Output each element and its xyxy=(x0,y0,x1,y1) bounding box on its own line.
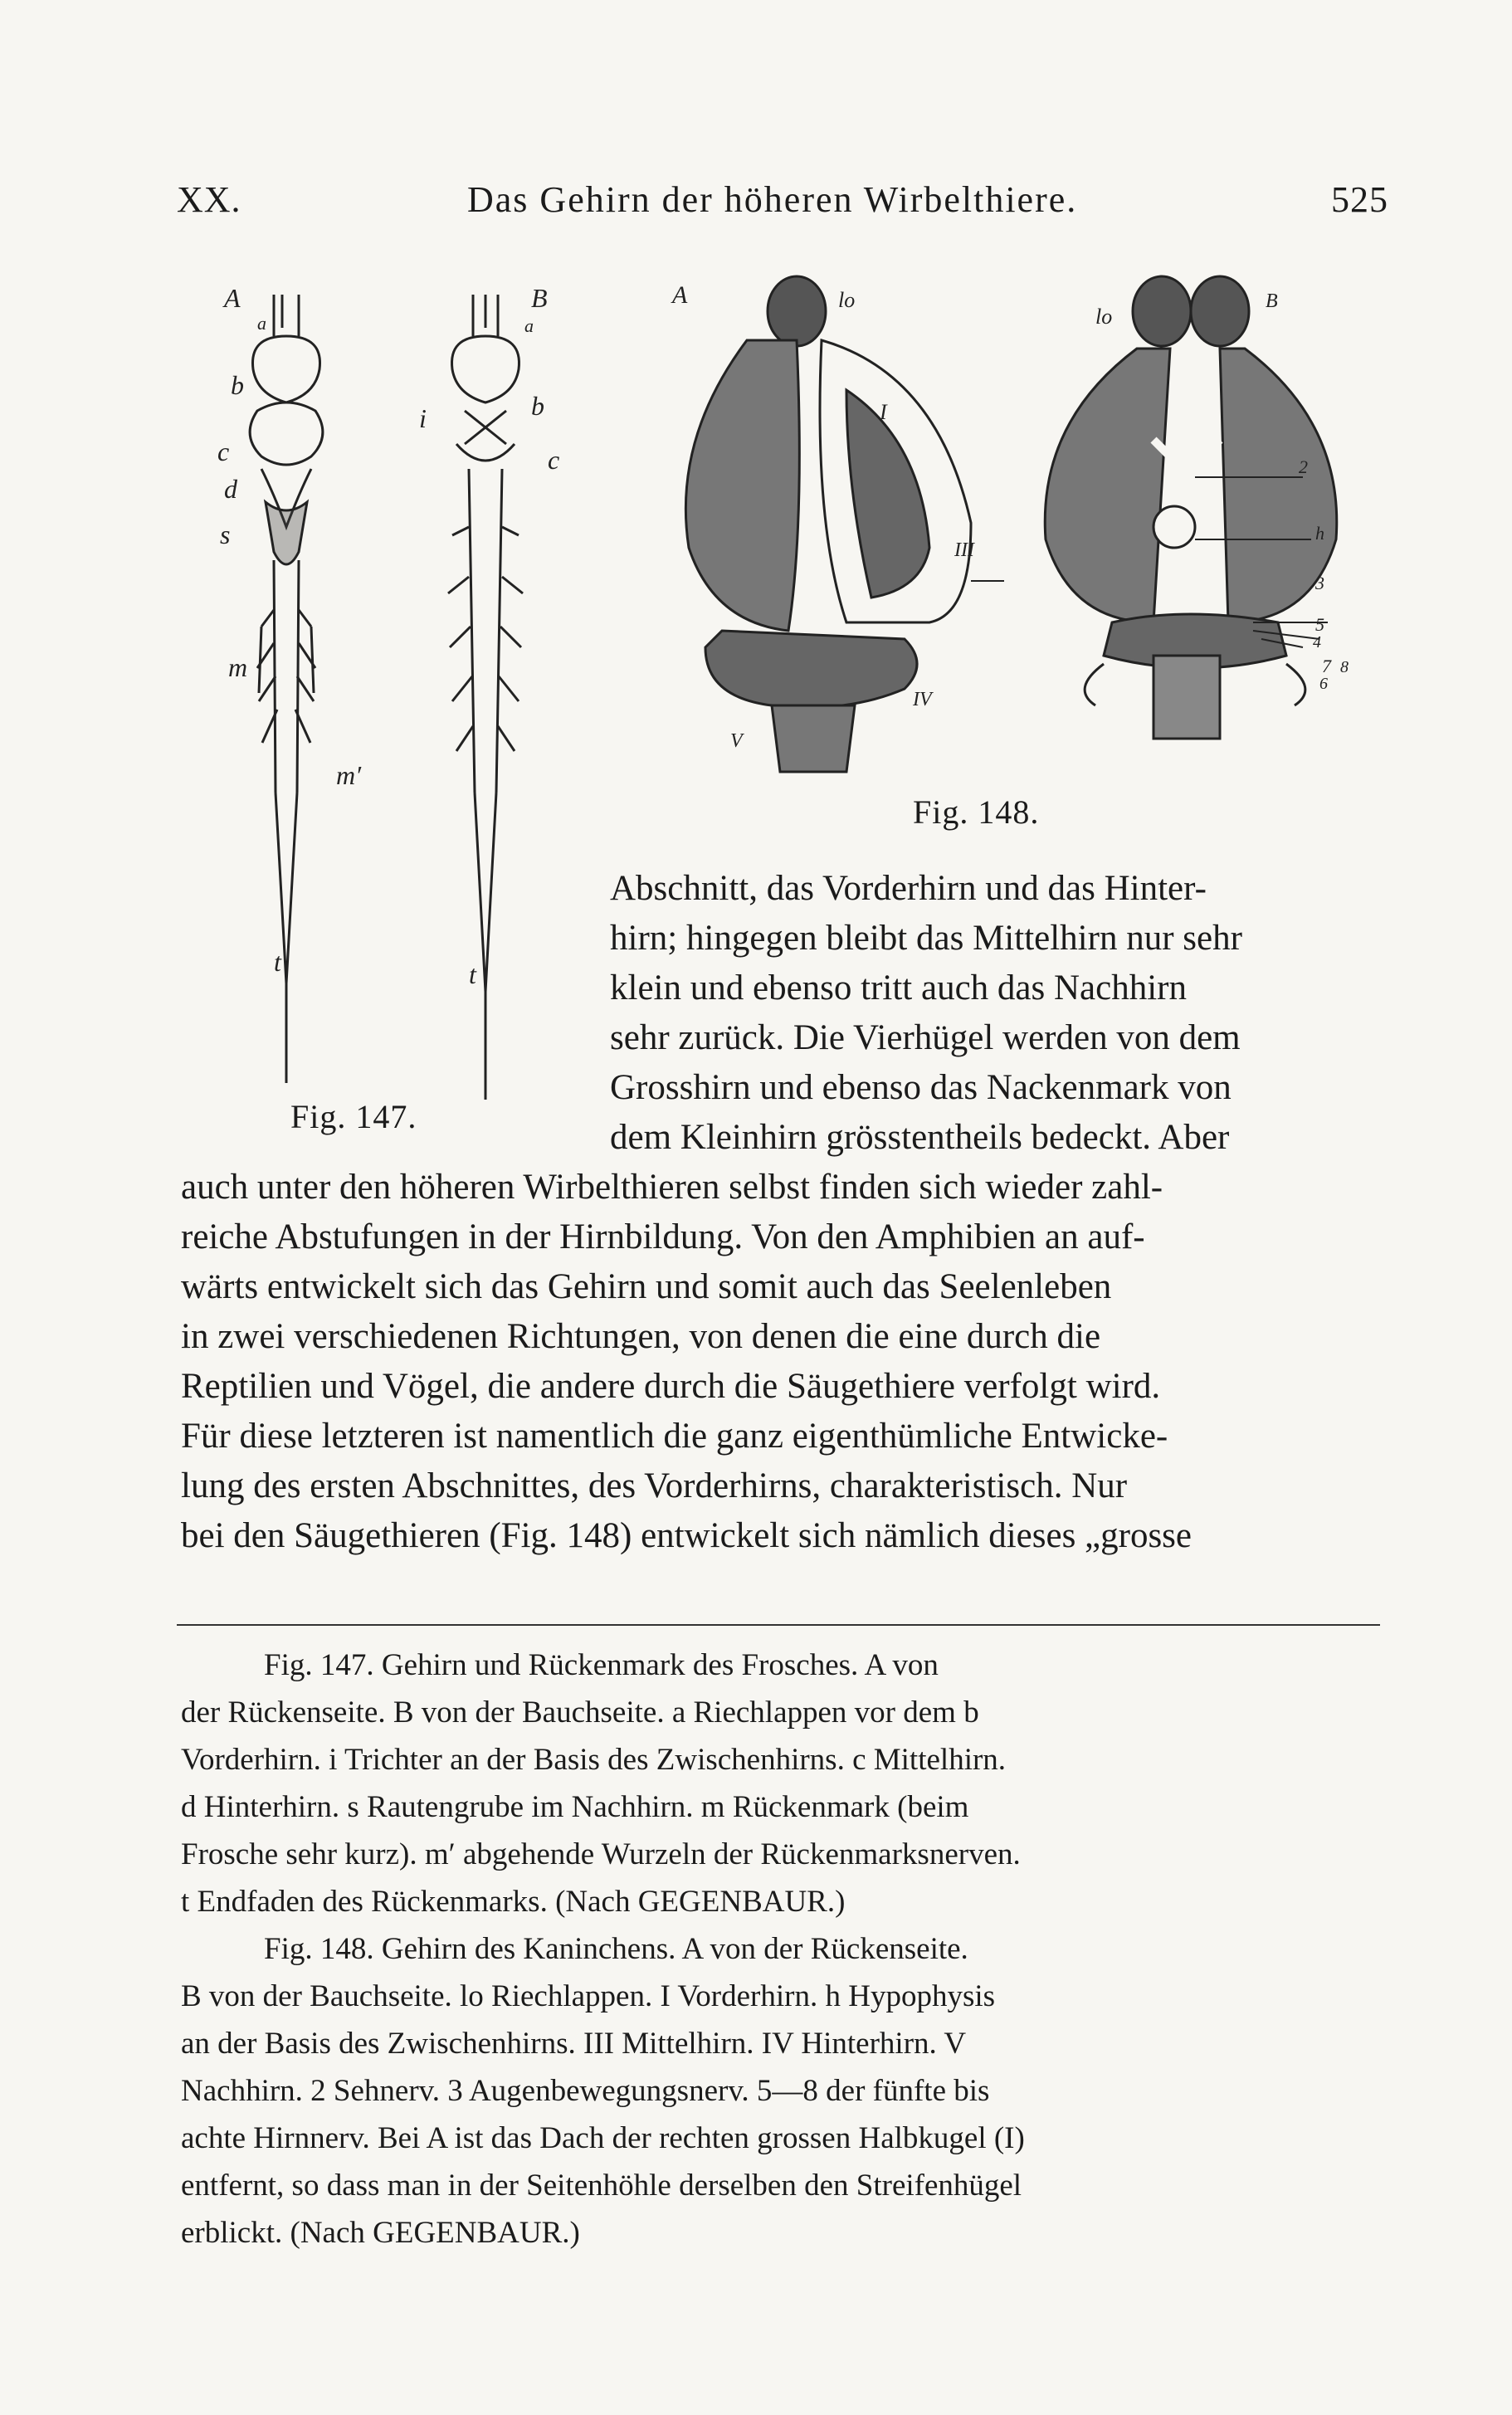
body-line: reiche Abstufungen in der Hirnbildung. Von den Amphibien an auf- xyxy=(181,1217,1145,1256)
body-line: klein und ebenso tritt auch das Nachhirn xyxy=(610,968,1187,1007)
caption-line: Fig. 147. Gehirn und Rückenmark des Frosches. A von xyxy=(264,1648,939,1682)
body-line: auch unter den höheren Wirbelthieren selbst finden sich wieder zahl- xyxy=(181,1168,1163,1207)
fig147-label-B: B xyxy=(531,283,548,313)
fig148-label-h: h xyxy=(1315,523,1324,544)
fig147-label-c-right: c xyxy=(548,445,560,475)
fig147-label-a-right: a xyxy=(524,315,534,336)
fig147a-outline xyxy=(274,295,299,336)
page-number: 525 xyxy=(1331,179,1388,220)
caption-line: d Hinterhirn. s Rautengrube im Nachhirn. m Rückenmark (beim xyxy=(181,1790,969,1824)
fig148-label-5: 5 xyxy=(1315,614,1324,635)
fig147-label-i: i xyxy=(419,403,427,433)
fig148-label-lo-right: lo xyxy=(1095,305,1113,329)
fig147-label-A: A xyxy=(224,283,241,313)
body-line: lung des ersten Abschnittes, des Vorderhirns, charakteristisch. Nur xyxy=(181,1466,1128,1505)
fig148-label-IV: IV xyxy=(913,689,932,710)
body-line: wärts entwickelt sich das Gehirn und somit auch das Seelenleben xyxy=(181,1267,1112,1306)
fig148-label-I: I xyxy=(880,400,887,424)
running-header xyxy=(177,178,1388,228)
caption-line: B von der Bauchseite. lo Riechlappen. I Vorderhirn. h Hypophysis xyxy=(181,1979,996,2013)
fig148-label-2: 2 xyxy=(1299,456,1308,477)
fig147-label-b-right: b xyxy=(531,391,544,421)
fig148-label-V: V xyxy=(730,730,743,752)
running-title: Das Gehirn der höheren Wirbelthiere. xyxy=(467,179,1078,220)
fig148-label-7: 7 xyxy=(1322,656,1331,676)
fig147-label-m-prime: m′ xyxy=(336,760,362,790)
fig147-label-s: s xyxy=(220,520,231,549)
fig147-label-b-left: b xyxy=(231,370,244,400)
body-line: Grosshirn und ebenso das Nackenmark von xyxy=(610,1068,1232,1107)
fig147-label-t-right: t xyxy=(469,959,476,989)
fig147-label-a-left: a xyxy=(257,313,266,334)
chapter-number: XX. xyxy=(177,179,241,220)
caption-line: erblickt. (Nach GEGENBAUR.) xyxy=(181,2216,580,2250)
caption-line: t Endfaden des Rückenmarks. (Nach GEGENBAUR.) xyxy=(181,1885,846,1919)
figure-147-frog-brain xyxy=(183,278,573,1108)
fig148-label-B: B xyxy=(1266,290,1278,312)
fig147-label-m: m xyxy=(228,652,248,682)
body-line: Abschnitt, das Vorderhirn und das Hinter- xyxy=(610,869,1207,908)
fig147-label-c-left: c xyxy=(217,437,230,466)
fig147-label-t-left: t xyxy=(274,947,281,977)
body-line: hirn; hingegen bleibt das Mittelhirn nur sehr xyxy=(610,919,1242,958)
fig148-label-lo-left: lo xyxy=(838,288,856,312)
caption-line: achte Hirnnerv. Bei A ist das Dach der rechten grossen Halbkugel (I) xyxy=(181,2121,1025,2155)
caption-line: entfernt, so dass man in der Seitenhöhle derselben den Streifenhügel xyxy=(181,2169,1022,2203)
caption-line: an der Basis des Zwischenhirns. III Mittelhirn. IV Hinterhirn. V xyxy=(181,2027,967,2061)
caption-line: Vorderhirn. i Trichter an der Basis des Zwischenhirns. c Mittelhirn. xyxy=(181,1743,1007,1777)
fig147-label-d: d xyxy=(224,474,237,504)
caption-line: Fig. 148. Gehirn des Kaninchens. A von der Rückenseite. xyxy=(264,1932,968,1966)
fig148-label-A: A xyxy=(672,281,688,309)
body-line: in zwei verschiedenen Richtungen, von denen die eine durch die xyxy=(181,1317,1101,1356)
figure-148-rabbit-brain xyxy=(656,274,1402,788)
fig148-label-3: 3 xyxy=(1315,573,1324,593)
fig148-label-8: 8 xyxy=(1340,658,1349,676)
fig148-label-6: 6 xyxy=(1319,675,1328,693)
caption-line: der Rückenseite. B von der Bauchseite. a Riechlappen vor dem b xyxy=(181,1695,979,1730)
fig148-label-III: III xyxy=(954,539,974,561)
body-line: sehr zurück. Die Vierhügel werden von dem xyxy=(610,1018,1241,1057)
fig148-label-4: 4 xyxy=(1313,633,1321,651)
caption-line: Nachhirn. 2 Sehnerv. 3 Augenbewegungsnerv. 5—8 der fünfte bis xyxy=(181,2074,990,2108)
footnote-divider xyxy=(177,1624,1380,1626)
figure-147-caption-label: Fig. 147. xyxy=(290,1098,417,1135)
body-line: Reptilien und Vögel, die andere durch die Säugethiere verfolgt wird. xyxy=(181,1367,1161,1406)
figure-148-caption-label: Fig. 148. xyxy=(913,793,1040,831)
body-line: Für diese letzteren ist namentlich die ganz eigenthümliche Entwicke- xyxy=(181,1417,1168,1456)
body-line: dem Kleinhirn grösstentheils bedeckt. Aber xyxy=(610,1118,1230,1157)
caption-line: Frosche sehr kurz). m′ abgehende Wurzeln der Rückenmarksnerven. xyxy=(181,1837,1021,1871)
body-line: bei den Säugethieren (Fig. 148) entwickelt sich nämlich dieses „grosse xyxy=(181,1516,1193,1555)
